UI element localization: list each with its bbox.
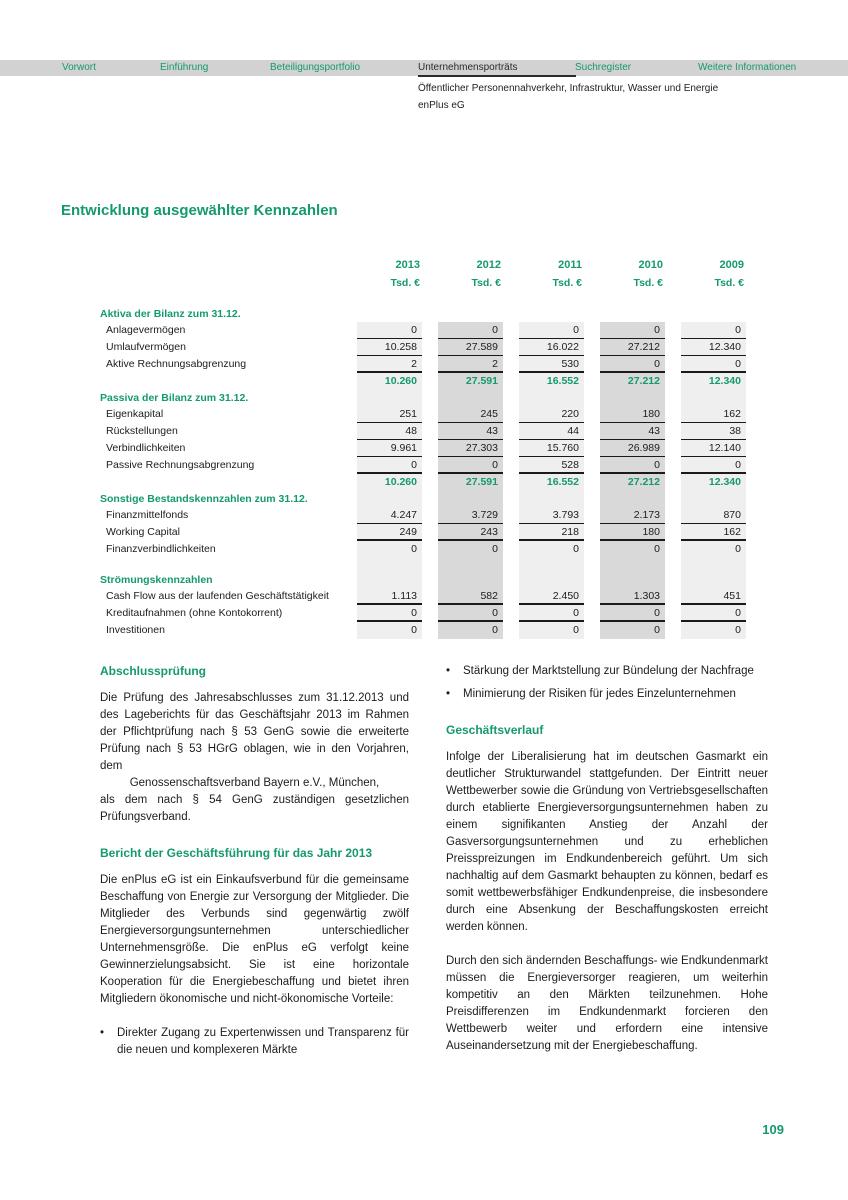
table-cell: 1.113 — [357, 588, 422, 605]
bullet-marker-icon: • — [446, 665, 451, 677]
table-cell: 43 — [438, 423, 503, 440]
table-cell: 0 — [681, 322, 746, 339]
row-label: Umlaufvermögen — [106, 341, 186, 353]
row-label — [100, 474, 341, 491]
row-label: Passiva der Bilanz zum 31.12. — [100, 392, 249, 404]
table-cell: 10.258 — [357, 339, 422, 356]
bullet-text: Minimierung der Risiken für jedes Einzelunternehmen — [463, 688, 736, 700]
table-cell: 0 — [600, 322, 665, 339]
table-cell: 3.729 — [438, 507, 503, 524]
table-row-section — [100, 306, 746, 322]
table-row-data — [100, 423, 746, 440]
article-right-column — [446, 663, 768, 1072]
row-label: Aktive Rechnungsabgrenzung — [106, 358, 247, 370]
unit-header: Tsd. € — [390, 277, 420, 289]
table-corner-spacer — [100, 274, 341, 292]
bullet-item — [446, 663, 768, 680]
table-row-data — [100, 622, 746, 639]
table-cell: 15.760 — [519, 440, 584, 457]
kennzahlen-table — [100, 256, 746, 639]
table-cell — [600, 491, 665, 507]
table-cell: 27.303 — [438, 440, 503, 457]
table-cell — [681, 491, 746, 507]
row-label: Anlagevermögen — [106, 324, 186, 336]
table-cell: 530 — [519, 356, 584, 373]
breadcrumb — [418, 80, 718, 114]
article-left-column — [100, 663, 409, 1065]
table-cell — [357, 491, 422, 507]
table-cell: 0 — [357, 457, 422, 474]
table-cell: 243 — [438, 524, 503, 541]
table-row-data — [100, 440, 746, 457]
table-row-data — [100, 339, 746, 356]
nav-item-beteiligungsportfolio[interactable]: Beteiligungsportfolio — [270, 62, 361, 73]
table-cell — [357, 390, 422, 406]
nav-item-unternehmensportr-ts[interactable]: Unternehmensporträts — [418, 62, 518, 73]
table-row-total — [100, 474, 746, 491]
row-label: Finanzmittelfonds — [106, 509, 189, 521]
table-cell — [600, 390, 665, 406]
table-cell — [681, 558, 746, 572]
table-cell: 12.140 — [681, 440, 746, 457]
table-row-section — [100, 572, 746, 588]
table-cell: 0 — [519, 605, 584, 622]
paragraph: als dem nach § 54 GenG zuständigen gesetzlichen Prüfungsverband. — [100, 794, 409, 823]
table-cell — [600, 306, 665, 322]
paragraph: Infolge der Liberalisierung hat im deutschen Gasmarkt ein deutlicher Strukturwandel stattgefunden. Der Eintritt neuer Wettbewerber sowie die Gründung von Vertriebsgesellschaften durch etablierte Energieversorgungsunternehmen haben zu einem signifikanten Anstieg der Anzahl der Gasversorgungsunternehmen und zu erheblichen Preisspreizungen im Endkundenbereich geführt. Um sich nachhaltig auf dem Gasmarkt behaupten zu können, bedarf es somit wettbewerbsfähiger Endkundenpreise, die insbesondere durch eine Absenkung der Beschaffungskosten erreicht werden können. — [446, 751, 768, 933]
table-cell: 0 — [519, 322, 584, 339]
table-cell: 451 — [681, 588, 746, 605]
table-cell: 0 — [681, 356, 746, 373]
table-cell: 0 — [438, 605, 503, 622]
table-cell: 48 — [357, 423, 422, 440]
row-label: Verbindlichkeiten — [106, 442, 186, 454]
table-cell — [438, 572, 503, 588]
row-label: Working Capital — [106, 526, 180, 538]
table-row-data — [100, 605, 746, 622]
paragraph: Die Prüfung des Jahresabschlusses zum 31.12.2013 und des Lageberichts für das Geschäftsjahr 2013 im Rahmen der Pflichtprüfung nach § 53 GenG sowie die erweiterte Prüfung nach § 53 HGrG oblagen, wie in den Vorjahren, dem — [100, 692, 409, 772]
table-cell: 180 — [600, 524, 665, 541]
table-row-blank — [100, 558, 746, 572]
table-cell — [357, 572, 422, 588]
table-year-header-row — [100, 256, 746, 274]
nav-item-vorwort[interactable]: Vorwort — [62, 62, 96, 73]
paragraph: Die enPlus eG ist ein Einkaufsverbund für die gemeinsame Beschaffung von Energie zur Versorgung der Mitglieder. Die Mitglieder des Verbunds sind gegenwärtig zwölf Energieversorgungsunternehmen unterschiedlicher Unternehmensgröße. Die enPlus eG verfolgt keine Gewinnerzielungsabsicht. Sie ist eine horizontale Kooperation für die Energiebeschaffung und bietet ihren Mitgliedern ökonomische und nicht-ökonomische Vorteile: — [100, 874, 409, 1005]
unit-header: Tsd. € — [714, 277, 744, 289]
table-cell — [600, 572, 665, 588]
row-label: Sonstige Bestandskennzahlen zum 31.12. — [100, 493, 308, 505]
table-cell: 16.552 — [519, 373, 584, 390]
table-cell: 0 — [600, 622, 665, 639]
table-cell: 3.793 — [519, 507, 584, 524]
table-row-data — [100, 507, 746, 524]
table-cell: 0 — [600, 356, 665, 373]
table-cell: 0 — [357, 322, 422, 339]
table-row-section — [100, 390, 746, 406]
table-row-total — [100, 373, 746, 390]
table-cell: 0 — [438, 457, 503, 474]
year-header: 2011 — [558, 259, 582, 271]
bullet-marker-icon: • — [446, 688, 451, 700]
table-cell: 218 — [519, 524, 584, 541]
table-cell: 0 — [438, 322, 503, 339]
table-cell — [357, 558, 422, 572]
row-label: Passive Rechnungsabgrenzung — [106, 459, 255, 471]
table-row-data — [100, 406, 746, 423]
row-label: Rückstellungen — [106, 425, 178, 437]
nav-item-einf-hrung[interactable]: Einführung — [160, 62, 209, 73]
table-cell: 0 — [357, 622, 422, 639]
year-header: 2010 — [638, 259, 663, 271]
table-row-section — [100, 491, 746, 507]
table-cell — [519, 558, 584, 572]
table-cell: 0 — [681, 541, 746, 558]
bullet-text: Direkter Zugang zu Expertenwissen und Transparenz für die neuen und komplexeren Märkte — [117, 1027, 409, 1056]
paragraph: Durch den sich ändernden Beschaffungs- wie Endkundenmarkt müssen die Energieversorger reagieren, um weiterhin kompetitiv an den Märkten teilzunehmen. Hohe Preisdifferenzen im Endkundenmarkt forcieren den Wettbewerb weiter und erfordern eine intensive Auseinandersetzung mit der Energiebeschaffung. — [446, 955, 768, 1052]
table-cell: 27.212 — [600, 373, 665, 390]
bullet-text: Stärkung der Marktstellung zur Bündelung der Nachfrage — [463, 665, 754, 677]
breadcrumb-line1: Öffentlicher Personennahverkehr, Infrastruktur, Wasser und Energie — [418, 83, 719, 94]
top-nav — [0, 60, 848, 76]
row-label — [100, 373, 341, 390]
table-cell: 10.260 — [357, 373, 422, 390]
bullet-marker-icon: • — [100, 1027, 105, 1039]
table-cell: 9.961 — [357, 440, 422, 457]
table-cell — [519, 306, 584, 322]
bullet-item — [100, 1025, 409, 1059]
table-row-data — [100, 524, 746, 541]
table-cell — [681, 306, 746, 322]
row-label: Finanzverbindlichkeiten — [106, 543, 216, 555]
table-cell: 4.247 — [357, 507, 422, 524]
table-cell: 0 — [357, 541, 422, 558]
table-row-data — [100, 588, 746, 605]
table-cell: 245 — [438, 406, 503, 423]
active-tab-underline — [418, 75, 576, 77]
table-cell: 0 — [519, 622, 584, 639]
table-cell: 180 — [600, 406, 665, 423]
table-cell: 27.212 — [600, 474, 665, 491]
table-cell: 582 — [438, 588, 503, 605]
table-cell — [357, 306, 422, 322]
table-cell: 0 — [438, 622, 503, 639]
table-row-data — [100, 541, 746, 558]
row-label: Kreditaufnahmen (ohne Kontokorrent) — [106, 607, 283, 619]
table-corner-spacer — [100, 256, 341, 274]
table-cell: 870 — [681, 507, 746, 524]
table-cell — [438, 491, 503, 507]
table-cell: 27.212 — [600, 339, 665, 356]
table-cell — [438, 558, 503, 572]
table-cell — [519, 390, 584, 406]
table-cell: 27.591 — [438, 373, 503, 390]
table-cell: 528 — [519, 457, 584, 474]
year-header: 2012 — [476, 259, 501, 271]
table-cell: 0 — [600, 605, 665, 622]
table-cell: 162 — [681, 406, 746, 423]
table-cell: 12.340 — [681, 373, 746, 390]
table-cell: 12.340 — [681, 474, 746, 491]
year-header: 2009 — [719, 259, 744, 271]
table-cell — [600, 558, 665, 572]
table-cell: 162 — [681, 524, 746, 541]
section-heading: Geschäftsverlauf — [446, 723, 544, 737]
breadcrumb-line2: enPlus eG — [418, 100, 465, 111]
table-row-data — [100, 356, 746, 373]
table-cell: 2 — [357, 356, 422, 373]
table-cell: 12.340 — [681, 339, 746, 356]
table-cell: 251 — [357, 406, 422, 423]
table-cell — [681, 390, 746, 406]
bullet-item — [446, 686, 768, 703]
row-label — [100, 558, 341, 572]
nav-item-suchregister[interactable]: Suchregister — [575, 62, 632, 73]
table-cell: 27.589 — [438, 339, 503, 356]
table-cell: 16.022 — [519, 339, 584, 356]
unit-header: Tsd. € — [633, 277, 663, 289]
table-cell: 2 — [438, 356, 503, 373]
table-cell — [438, 390, 503, 406]
table-cell: 0 — [438, 541, 503, 558]
table-cell: 220 — [519, 406, 584, 423]
table-cell: 16.552 — [519, 474, 584, 491]
table-cell: 0 — [681, 457, 746, 474]
table-row-data — [100, 322, 746, 339]
table-cell: 0 — [681, 622, 746, 639]
table-cell: 44 — [519, 423, 584, 440]
table-cell: 2.173 — [600, 507, 665, 524]
table-cell: 2.450 — [519, 588, 584, 605]
unit-header: Tsd. € — [552, 277, 582, 289]
table-cell: 26.989 — [600, 440, 665, 457]
table-cell: 0 — [357, 605, 422, 622]
section-heading: Abschlussprüfung — [100, 664, 207, 678]
table-cell: 249 — [357, 524, 422, 541]
table-cell — [681, 572, 746, 588]
table-cell: 38 — [681, 423, 746, 440]
table-cell: 43 — [600, 423, 665, 440]
row-label: Strömungskennzahlen — [100, 574, 213, 586]
table-cell: 0 — [519, 541, 584, 558]
nav-item-weitere-informationen[interactable]: Weitere Informationen — [698, 62, 797, 73]
table-cell: 10.260 — [357, 474, 422, 491]
page-number: 109 — [762, 1122, 784, 1137]
table-row-data — [100, 457, 746, 474]
table-cell — [519, 491, 584, 507]
page-title: Entwicklung ausgewählter Kennzahlen — [61, 202, 338, 219]
table-cell: 0 — [600, 541, 665, 558]
row-label: Eigenkapital — [106, 408, 164, 420]
table-cell: 0 — [600, 457, 665, 474]
table-cell: 1.303 — [600, 588, 665, 605]
table-cell: 0 — [681, 605, 746, 622]
table-cell — [519, 572, 584, 588]
indented-line: Genossenschaftsverband Bayern e.V., München, — [129, 777, 380, 789]
row-label: Investitionen — [106, 624, 165, 636]
unit-header: Tsd. € — [471, 277, 501, 289]
table-unit-header-row — [100, 274, 746, 292]
year-header: 2013 — [395, 259, 420, 271]
row-label: Aktiva der Bilanz zum 31.12. — [100, 308, 241, 320]
table-cell — [438, 306, 503, 322]
row-label: Cash Flow aus der laufenden Geschäftstätigkeit — [106, 590, 329, 602]
section-heading: Bericht der Geschäftsführung für das Jahr 2013 — [100, 846, 373, 860]
table-cell: 27.591 — [438, 474, 503, 491]
